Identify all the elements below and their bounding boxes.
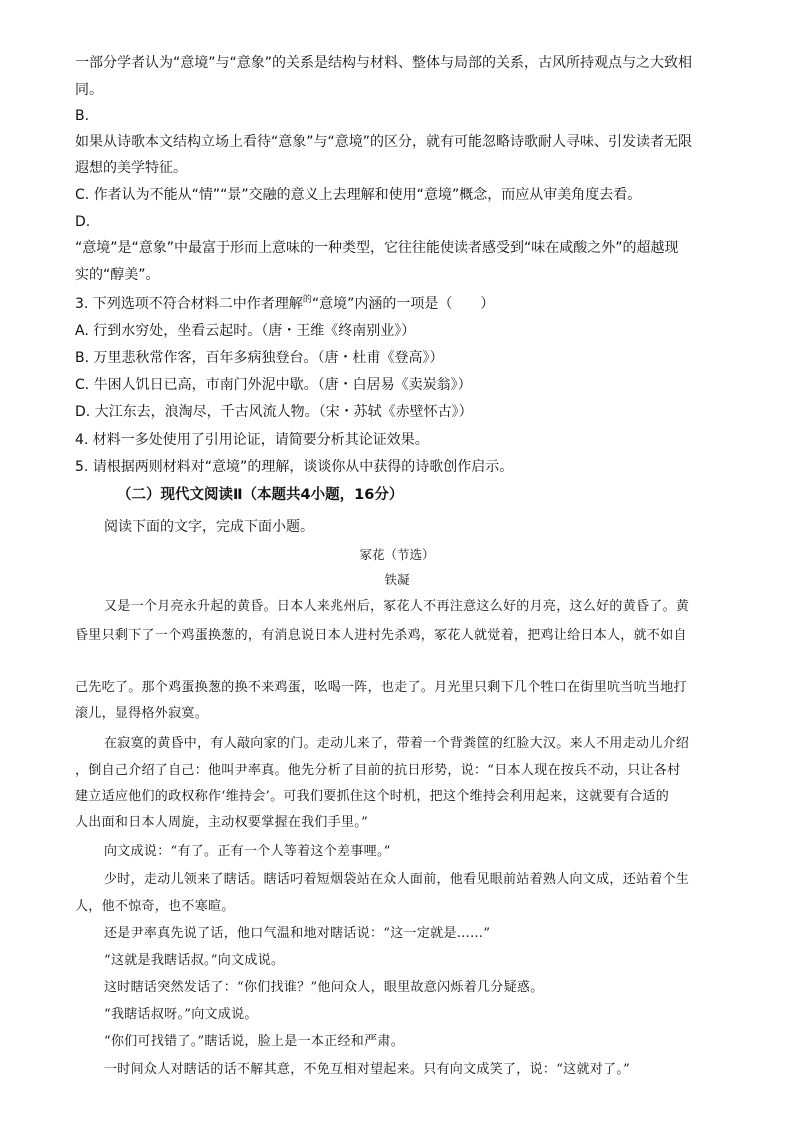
story-paragraph-line: 建立适应他们的政权称作‘维持会’。可我们要抓住这个时机，把这个维持会利用起来，这就要有合适的 [75, 789, 670, 804]
story-author: 铁凝 [384, 572, 410, 587]
story-paragraph-line: 人出面和日本人周旋，主动权要掌握在我们手里。” [75, 815, 369, 830]
question-5: 5. 请根据两则材料对“意境”的理解，谈谈你从中获得的诗歌创作启示。 [75, 459, 514, 475]
story-title: 冢花（节选） [359, 547, 435, 562]
passage-line: 同。 [75, 82, 103, 98]
story-paragraph-line: ，倒自己介绍了自己：他叫尹率真。他先分析了目前的抗日形势，说：“日本人现在按兵不动，只让各村 [75, 763, 681, 778]
question-3-option-a: A. 行到水穷处，坐看云起时。（唐・王维《终南别业》） [75, 323, 416, 339]
option-d-text: 实的“醇美”。 [75, 267, 160, 283]
story-paragraph-line: 这时瞎话突然发话了：“你们找谁？”他问众人，眼里故意闪烁着几分疑惑。 [104, 980, 544, 995]
question-3 [75, 295, 494, 315]
story-paragraph-line: 又是一个月亮永升起的黄昏。日本人来兆州后，冢花人不再注意这么好的月亮，这么好的黄昏了。黄 [104, 599, 690, 614]
story-paragraph-line: 滚儿，显得格外寂寞。 [75, 706, 209, 721]
story-paragraph-line: 昏里只剩下了一个鸡蛋换葱的，有消息说日本人进村先杀鸡，冢花人就觉着，把鸡让给日本人，就不如自 [75, 628, 687, 643]
question-3-option-c: C. 牛困人饥日已高，市南门外泥中歇。（唐・白居易《卖炭翁》） [75, 377, 472, 393]
question-3-stem: 3. 下列选项不符合材料二中作者理解 [75, 296, 303, 312]
story-paragraph-line: 向文成说：“有了。正有一个人等着这个差事哩。” [104, 844, 391, 859]
option-d-text: “意境”是“意象”中最富于形而上意味的一种类型，它往往能使读者感受到“味在咸酸之外”的超越现 [75, 240, 679, 256]
story-paragraph-line: “你们可找错了。”瞎话说，脸上是一本正经和严肃。 [104, 1034, 404, 1049]
story-paragraph-line: 己先吃了。那个鸡蛋换葱的换不来鸡蛋，吆喝一阵，也走了。月光里只剩下几个牲口在街里吭当吭当地打 [75, 680, 687, 695]
story-paragraph-line: 少时，走动儿领来了瞎话。瞎话叼着短烟袋站在众人面前，他看见眼前站着熟人向文成，还站着个生 [104, 872, 690, 887]
story-paragraph-line: 人，他不惊奇，也不寒暄。 [75, 899, 235, 914]
option-c-text: C. 作者认为不能从“情”“景”交融的意义上去理解和使用“意境”概念，而应从审美角度去看。 [75, 187, 642, 203]
question-3-stray-char: 的 [302, 295, 312, 305]
option-d-label: D. [75, 214, 91, 230]
passage-line: 一部分学者认为“意境”与“意象”的关系是结构与材料、整体与局部的关系，古风所持观点与之大致相 [75, 55, 693, 71]
story-paragraph-line: “这就是我瞎话叔。”向文成说。 [104, 953, 285, 968]
story-paragraph-line: 在寂寞的黄昏中，有人敲向家的门。走动儿来了，带着一个背粪筐的红脸大汉。来人不用走动儿介绍 [104, 736, 690, 751]
story-paragraph-line: “我瞎话叔呀。”向文成说。 [104, 1007, 258, 1022]
story-paragraph-line: 还是尹率真先说了话，他口气温和地对瞎话说：“这一定就是……” [104, 926, 491, 941]
section-heading: （二）现代文阅读Ⅱ（本题共4小题，16分） [117, 487, 404, 503]
question-3-option-d: D. 大江东去，浪淘尽，千古风流人物。（宋・苏轼《赤壁怀古》） [75, 404, 473, 420]
question-3-option-b: B. 万里悲秋常作客，百年多病独登台。（唐・杜甫《登高》） [75, 350, 444, 366]
story-paragraph-line: 一时间众人对瞎话的话不解其意，不免互相对望起来。只有向文成笑了，说：“这就对了。” [104, 1062, 631, 1077]
instruction: 阅读下面的文字，完成下面小题。 [104, 519, 314, 535]
option-b-text: 遐想的美学特征。 [75, 160, 187, 176]
question-3-stem-end: “意境”内涵的一项是（ ） [311, 296, 495, 312]
option-b-label: B. [75, 108, 90, 124]
question-4: 4. 材料一多处使用了引用论证，请简要分析其论证效果。 [75, 432, 429, 448]
option-b-text: 如果从诗歌本文结构立场上看待“意象”与“意境”的区分，就有可能忽略诗歌耐人寻味、引发读者无限 [75, 134, 693, 150]
